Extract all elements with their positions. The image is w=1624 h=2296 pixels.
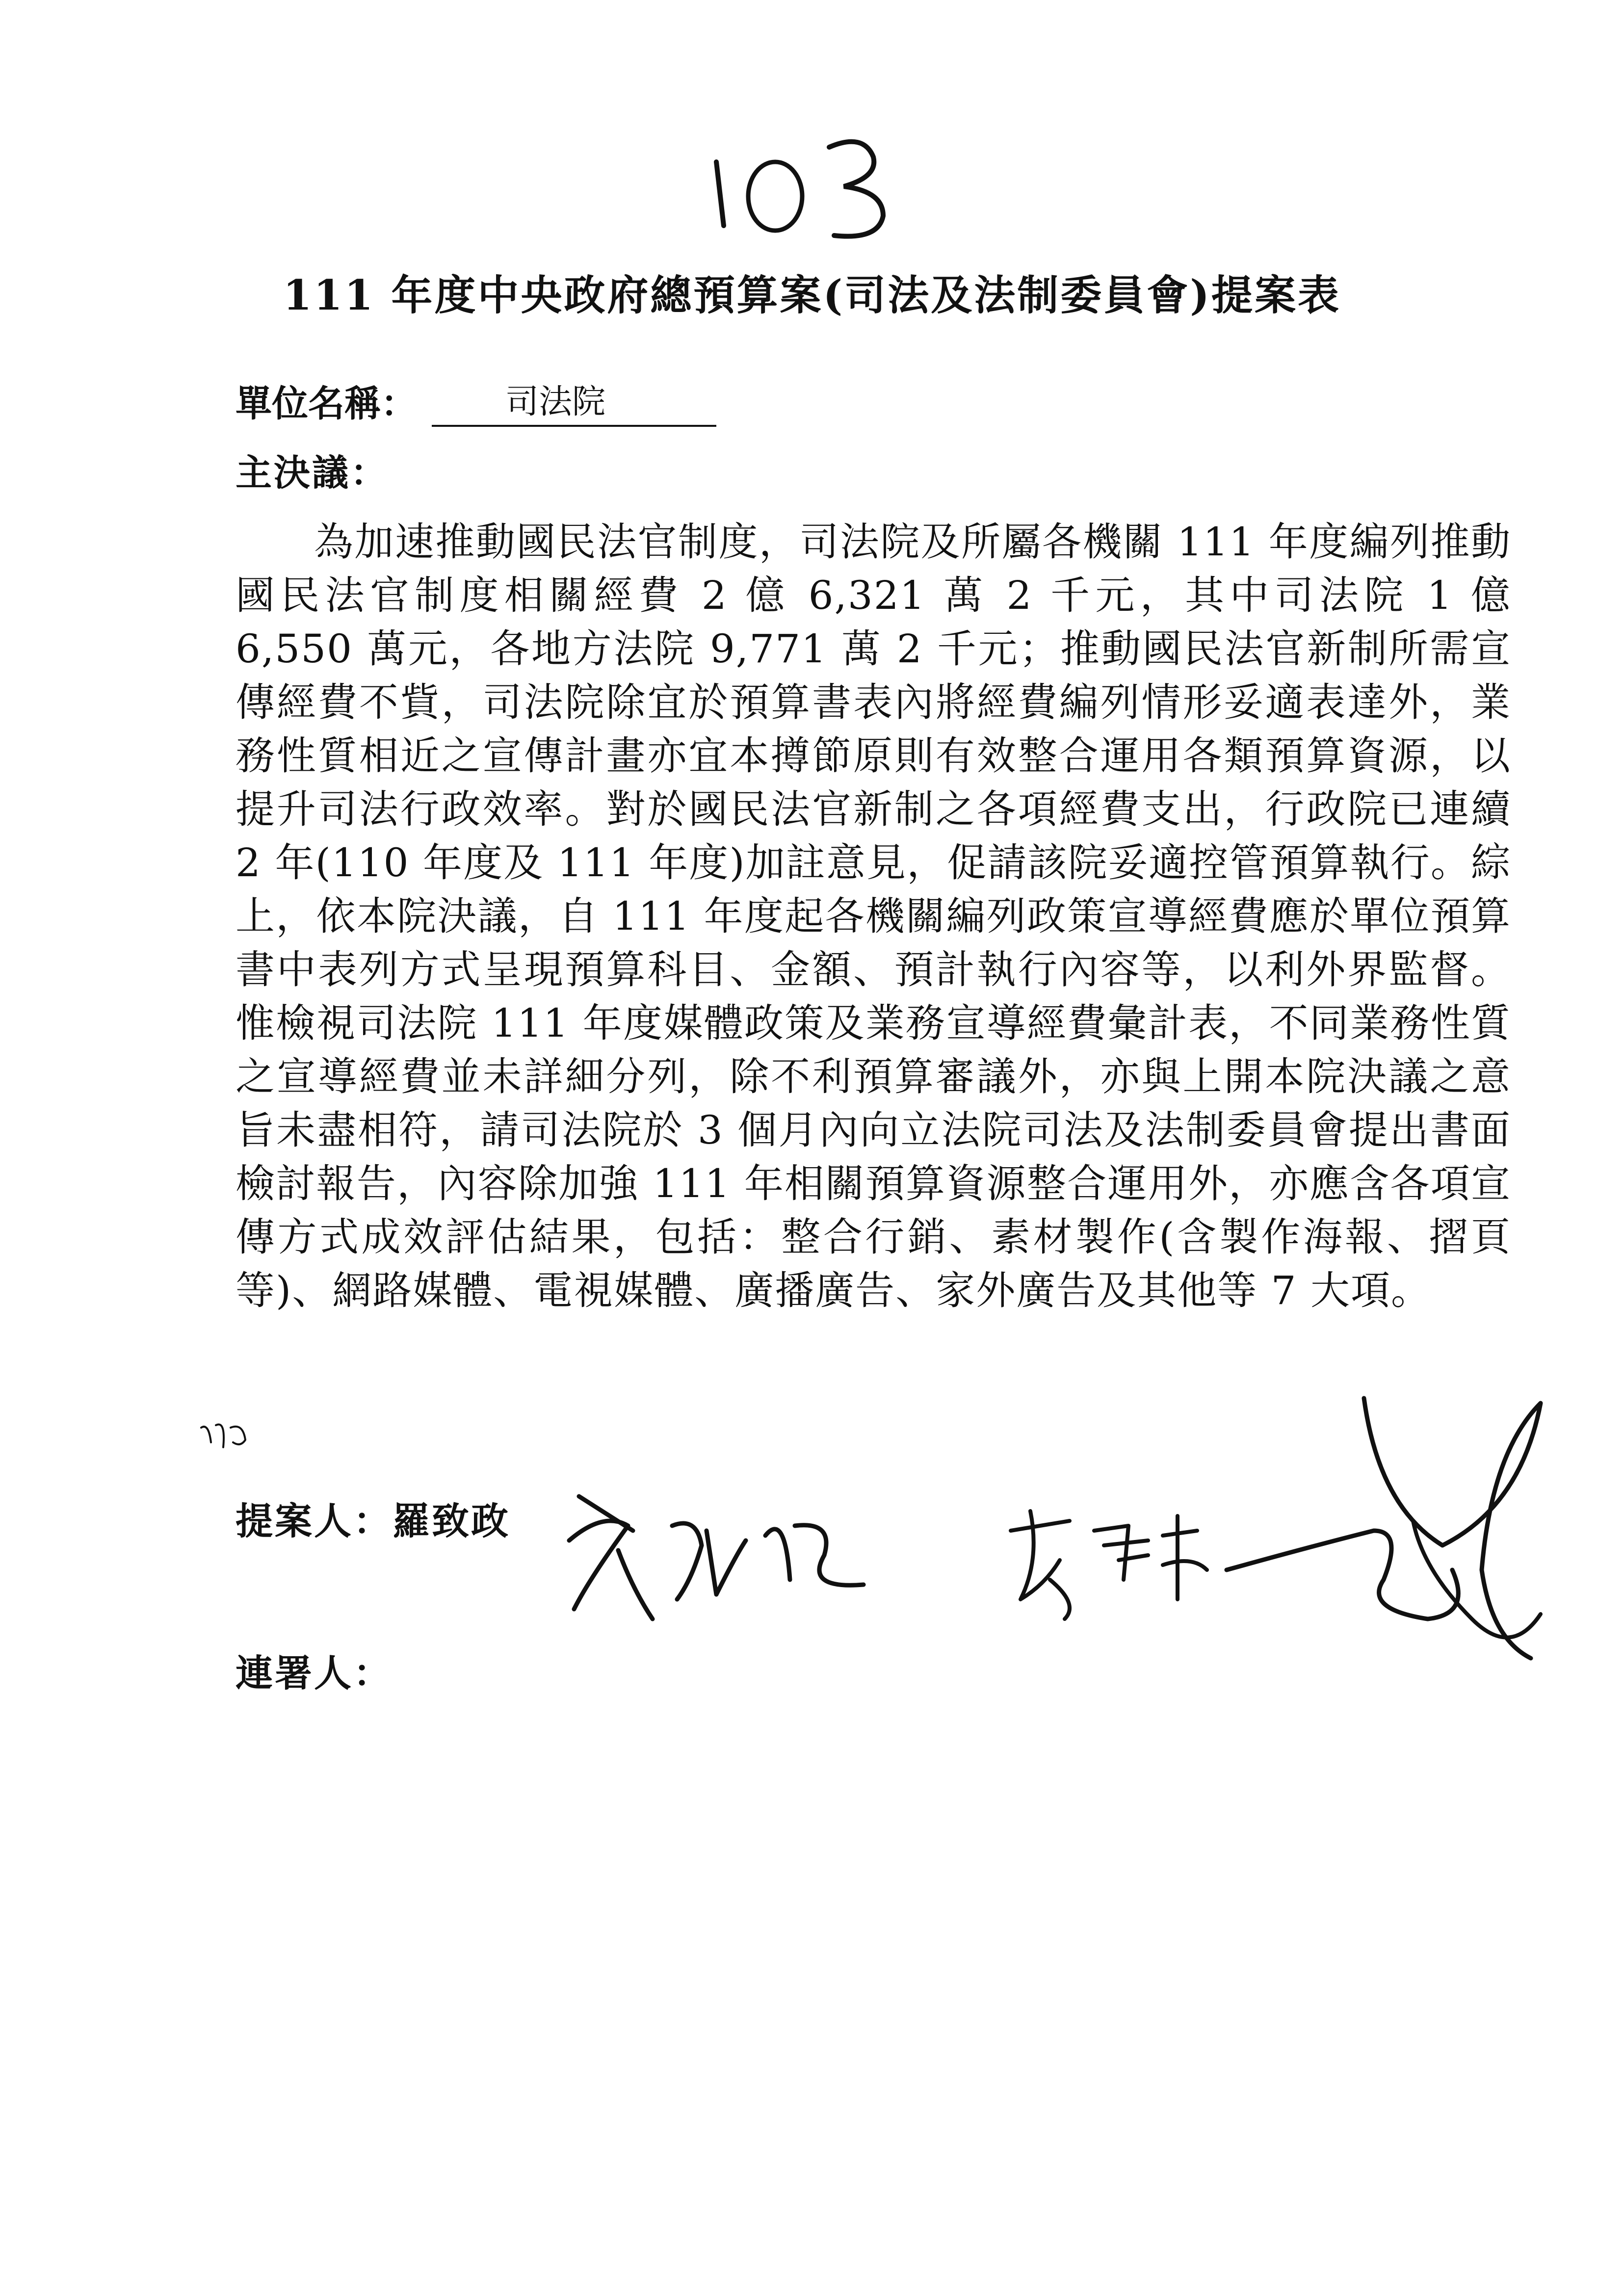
handwritten-signature	[1001, 1501, 1217, 1631]
unit-value: 司法院	[432, 375, 716, 427]
handwritten-signature	[1217, 1383, 1570, 1709]
cosigner-row	[236, 1644, 393, 1697]
cosigner-label: 連署人：	[236, 1651, 393, 1695]
unit-field	[236, 373, 716, 427]
handwritten-mark	[196, 1413, 260, 1459]
resolution-label: 主決議：	[236, 452, 389, 494]
proposer-row	[236, 1491, 510, 1545]
proposer-name: 羅致政	[393, 1499, 510, 1543]
resolution-body: 為加速推動國民法官制度，司法院及所屬各機關 111 年度編列推動國民法官制度相關經費 2 億 6,321 萬 2 千元，其中司法院 1 億 6,550 萬元，各地方法院 9,771 萬 2 千元；推動國民法官新制所需宣傳經費不貲，司法院除宜於預算書表內將經費編列情形妥適表達外，業務性質相近之宣傳計畫亦宜本撙節原則有效整合運用各類預算資源，以提升司法行政效率。對於國民法官新制之各項經費支出，行政院已連續 2 年(110 年度及 111 年度)加註意見，促請該院妥適控管預算執行。綜上，依本院決議，自 111 年度起各機關編列政策宣導經費應於單位預算書中表列方式呈現預算科目、金額、預計執行內容等，以利外界監督。惟檢視司法院 111 年度媒體政策及業務宣導經費彙計表，不同業務性質之宣導經費並未詳細分列，除不利預算審議外，亦與上開本院決議之意旨未盡相符，請司法院於 3 個月內向立法院司法及法制委員會提出書面檢討報告，內容除加強 111 年相關預算資源整合運用外，亦應含各項宣傳方式成效評估結果，包括：整合行銷、素材製作(含製作海報、摺頁等)、網路媒體、電視媒體、廣播廣告、家外廣告及其他等 7 大項。	[236, 519, 1511, 1313]
handwritten-page-number	[687, 128, 913, 245]
page-title: 111 年度中央政府總預算案(司法及法制委員會)提案表	[283, 271, 1341, 319]
handwritten-signature	[559, 1482, 873, 1631]
unit-label: 單位名稱：	[236, 383, 417, 425]
proposer-label: 提案人：	[236, 1499, 393, 1543]
